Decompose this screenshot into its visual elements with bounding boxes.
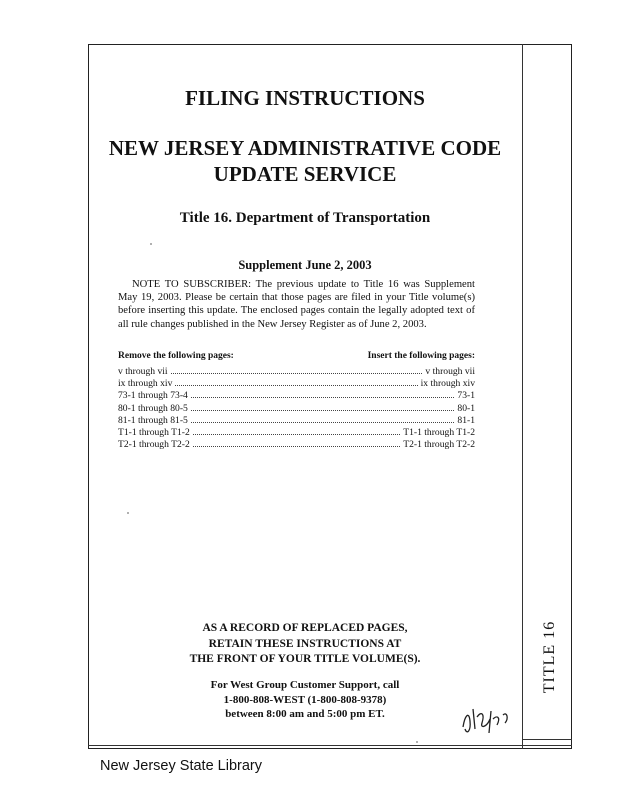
bottom-rule xyxy=(88,745,572,746)
support-phone: 1-800-808-WEST (1-800-808-9378) xyxy=(223,693,387,706)
remove-cell: ix through xiv xyxy=(118,378,173,390)
dot-leader xyxy=(171,365,423,374)
table-row xyxy=(118,365,475,377)
scan-speck xyxy=(127,512,129,514)
record-line1: AS A RECORD OF REPLACED PAGES, xyxy=(202,622,408,634)
table-row xyxy=(118,414,475,426)
dot-leader xyxy=(193,426,400,435)
insert-cell: 80-1 xyxy=(457,402,475,414)
remove-cell: 73-1 through 73-4 xyxy=(118,390,188,402)
dot-leader xyxy=(175,377,417,386)
code-title-line2: UPDATE SERVICE xyxy=(213,162,397,186)
table-row xyxy=(118,426,475,438)
library-footer: New Jersey State Library xyxy=(100,758,262,774)
table-row xyxy=(118,402,475,414)
insert-cell: 73-1 xyxy=(457,390,475,402)
dot-leader xyxy=(191,402,455,411)
table-row xyxy=(118,377,475,389)
record-line2: RETAIN THESE INSTRUCTIONS AT xyxy=(208,637,402,650)
title-tab-label: TITLE 16 xyxy=(541,620,558,694)
support-hours: between 8:00 am and 5:00 pm ET. xyxy=(225,708,385,720)
remove-cell: v through vii xyxy=(118,366,168,377)
table-row xyxy=(118,389,475,401)
insert-cell: T1-1 through T1-2 xyxy=(403,426,475,438)
record-line3: THE FRONT OF YOUR TITLE VOLUME(S). xyxy=(189,653,421,665)
record-instructions xyxy=(140,621,470,668)
remove-cell: T2-1 through T2-2 xyxy=(118,439,190,451)
remove-cell: 80-1 through 80-5 xyxy=(118,402,188,414)
title-subject: Title 16. Department of Transportation xyxy=(179,210,431,226)
pages-table xyxy=(118,365,475,450)
tab-bottom-rule xyxy=(522,739,572,740)
filing-instructions-title: FILING INSTRUCTIONS xyxy=(185,86,425,110)
insert-header: Insert the following pages: xyxy=(367,351,475,361)
dot-leader xyxy=(191,414,455,423)
code-title xyxy=(95,135,515,187)
insert-cell: ix through xiv xyxy=(420,378,475,390)
code-title-line1: NEW JERSEY ADMINISTRATIVE CODE xyxy=(108,136,502,160)
scan-speck xyxy=(416,741,418,743)
supplement-date: Supplement June 2, 2003 xyxy=(238,258,372,272)
insert-cell: v through vii xyxy=(425,366,475,377)
support-line1: For West Group Customer Support, call xyxy=(210,679,400,691)
remove-cell: 81-1 through 81-5 xyxy=(118,414,188,426)
note-to-subscriber: NOTE TO SUBSCRIBER: The previous update to Title 16 was Supplement May 19, 2003. Please be certain that those pages are filed in your Title volume(s) before inserting this update. The enclosed pages contain the legally adopted text of all rule changes published in the New Jersey Register as of June 2, 2003. xyxy=(118,279,475,330)
tab-divider xyxy=(522,44,523,749)
customer-support xyxy=(140,678,470,722)
insert-cell: T2-1 through T2-2 xyxy=(403,439,475,451)
remove-cell: T1-1 through T1-2 xyxy=(118,426,190,438)
remove-header: Remove the following pages: xyxy=(118,351,234,361)
insert-cell: 81-1 xyxy=(457,414,475,426)
table-row xyxy=(118,438,475,450)
dot-leader xyxy=(191,389,455,398)
table-headers xyxy=(118,351,475,361)
dot-leader xyxy=(193,438,400,447)
scan-speck xyxy=(150,243,152,245)
handwritten-initials-icon xyxy=(455,697,515,742)
